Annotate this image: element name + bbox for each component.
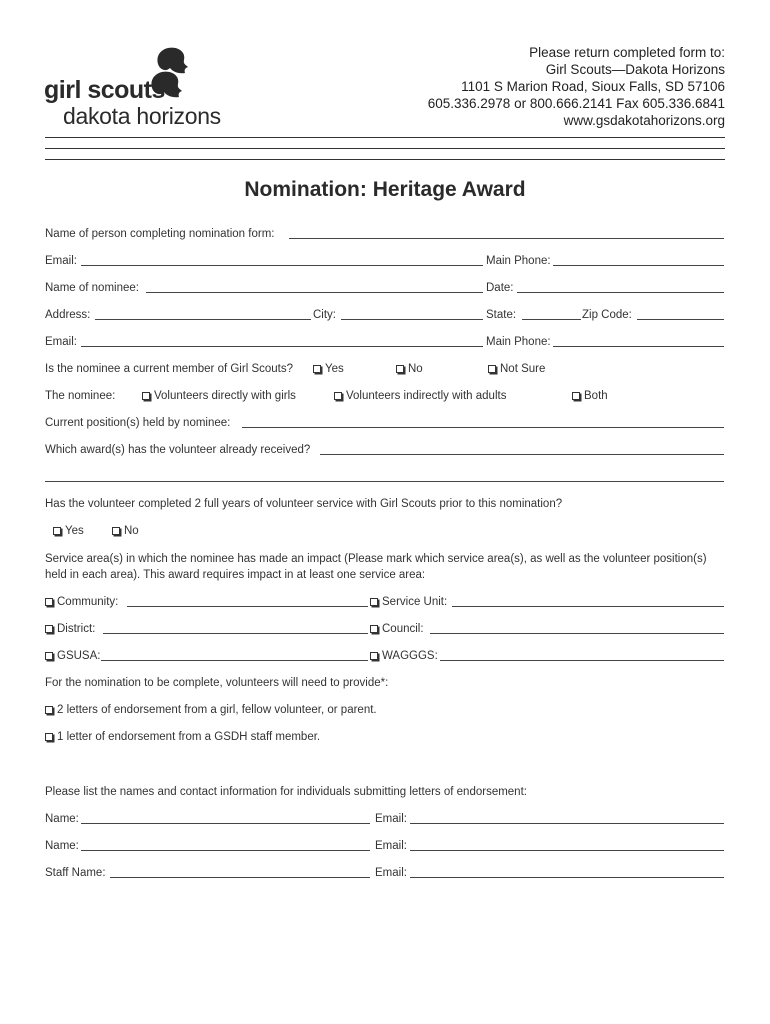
council-field[interactable]: [430, 633, 724, 634]
member-not-sure-option[interactable]: [488, 362, 545, 376]
endorser-name-label: Name:: [45, 813, 79, 825]
checkbox-icon[interactable]: [112, 527, 120, 535]
checkbox-icon[interactable]: [370, 625, 378, 633]
nominee-email-field[interactable]: [81, 346, 483, 347]
endorser-email-field[interactable]: [410, 850, 724, 851]
checkbox-icon[interactable]: [45, 652, 53, 660]
gsusa-field[interactable]: [101, 660, 368, 661]
checkbox-icon[interactable]: [370, 652, 378, 660]
return-address-line: 605.336.2978 or 800.666.2141 Fax 605.336.6841: [427, 96, 725, 111]
service-area-desc-line2: held in each area). This award requires impact in at least one service area:: [45, 569, 426, 581]
checkbox-icon[interactable]: [334, 392, 342, 400]
header-rule: [45, 159, 725, 160]
positions-label: Current position(s) held by nominee:: [45, 417, 231, 429]
return-address-line: Please return completed form to:: [529, 45, 725, 60]
service-yes-option[interactable]: [53, 524, 84, 538]
nominee-type-label: The nominee:: [45, 390, 116, 402]
zip-label: Zip Code:: [582, 309, 632, 321]
letters-2-option[interactable]: [45, 703, 377, 717]
list-intro: Please list the names and contact information for individuals submitting letters of endorsement:: [45, 786, 527, 798]
checkbox-icon[interactable]: [396, 365, 404, 373]
zip-field[interactable]: [637, 319, 724, 320]
email-label: Email:: [45, 255, 77, 267]
address-label: Address:: [45, 309, 91, 321]
city-field[interactable]: [341, 319, 483, 320]
provide-intro: For the nomination to be complete, volunteers will need to provide*:: [45, 677, 389, 689]
city-label: City:: [313, 309, 336, 321]
logo-line2: dakota horizons: [63, 103, 221, 129]
service-no-label: No: [124, 525, 139, 537]
checkbox-icon[interactable]: [488, 365, 496, 373]
vol-adults-label: Volunteers indirectly with adults: [346, 390, 507, 402]
gsusa-option[interactable]: [45, 649, 100, 663]
checkbox-icon[interactable]: [142, 392, 150, 400]
service-no-option[interactable]: [112, 524, 139, 538]
checkbox-icon[interactable]: [45, 733, 53, 741]
endorser-name-label: Name:: [45, 840, 79, 852]
letters-1-option[interactable]: [45, 730, 320, 744]
checkbox-icon[interactable]: [45, 706, 53, 714]
nominee-name-field[interactable]: [146, 292, 483, 293]
service-area-desc-line1: Service area(s) in which the nominee has made an impact (Please mark which service area(s), as well as the volunteer position(s): [45, 553, 707, 565]
logo-line1: girl scouts: [44, 76, 165, 104]
vol-girls-option[interactable]: [142, 389, 296, 403]
logo: [44, 44, 244, 134]
service-question: Has the volunteer completed 2 full years of volunteer service with Girl Scouts prior to this nomination?: [45, 498, 563, 510]
awards-field-extra[interactable]: [45, 481, 724, 482]
council-label: Council:: [382, 623, 424, 635]
email-field[interactable]: [81, 265, 483, 266]
awards-label: Which award(s) has the volunteer already received?: [45, 444, 311, 456]
date-label: Date:: [486, 282, 514, 294]
nominee-name-label: Name of nominee:: [45, 282, 139, 294]
staff-name-label: Staff Name:: [45, 867, 106, 879]
endorser-email-field[interactable]: [410, 823, 724, 824]
vol-adults-option[interactable]: [334, 389, 506, 403]
community-option[interactable]: [45, 595, 118, 609]
header-rule: [45, 148, 725, 149]
checkbox-icon[interactable]: [572, 392, 580, 400]
nominee-phone-label: Main Phone:: [486, 336, 551, 348]
service-yes-label: Yes: [65, 525, 84, 537]
nominee-phone-field[interactable]: [553, 346, 724, 347]
return-address-line: 1101 S Marion Road, Sioux Falls, SD 57106: [461, 79, 725, 94]
endorser-name-field[interactable]: [81, 823, 370, 824]
awards-field[interactable]: [320, 454, 724, 455]
wagggs-option[interactable]: [370, 649, 438, 663]
member-not-sure-label: Not Sure: [500, 363, 546, 375]
checkbox-icon[interactable]: [313, 365, 321, 373]
member-yes-label: Yes: [325, 363, 344, 375]
staff-email-field[interactable]: [410, 877, 724, 878]
member-yes-option[interactable]: [313, 362, 344, 376]
member-no-option[interactable]: [396, 362, 423, 376]
state-label: State:: [486, 309, 517, 321]
main-phone-label: Main Phone:: [486, 255, 551, 267]
service-unit-option[interactable]: [370, 595, 447, 609]
header-rule: [45, 137, 725, 138]
member-no-label: No: [408, 363, 423, 375]
letters-1-label: 1 letter of endorsement from a GSDH staff member.: [57, 731, 321, 743]
endorser-email-label: Email:: [375, 813, 407, 825]
council-option[interactable]: [370, 622, 424, 636]
wagggs-field[interactable]: [440, 660, 724, 661]
checkbox-icon[interactable]: [53, 527, 61, 535]
service-unit-label: Service Unit:: [382, 596, 448, 608]
address-field[interactable]: [95, 319, 311, 320]
positions-field[interactable]: [242, 427, 724, 428]
endorser-email-label: Email:: [375, 840, 407, 852]
return-address-line: Girl Scouts—Dakota Horizons: [545, 62, 725, 77]
completer-name-field[interactable]: [289, 238, 724, 239]
service-unit-field[interactable]: [452, 606, 724, 607]
district-field[interactable]: [103, 633, 368, 634]
community-field[interactable]: [127, 606, 368, 607]
page-title: Nomination: Heritage Award: [244, 178, 526, 201]
return-address: [365, 44, 725, 129]
district-option[interactable]: [45, 622, 95, 636]
main-phone-field[interactable]: [553, 265, 724, 266]
wagggs-label: WAGGGS:: [382, 650, 438, 662]
gsusa-label: GSUSA:: [57, 650, 101, 662]
website-link[interactable]: www.gsdakotahorizons.org: [563, 113, 725, 128]
date-field[interactable]: [517, 292, 724, 293]
staff-email-label: Email:: [375, 867, 407, 879]
district-label: District:: [57, 623, 96, 635]
community-label: Community:: [57, 596, 119, 608]
both-option[interactable]: [572, 389, 608, 403]
checkbox-icon[interactable]: [45, 598, 53, 606]
state-field[interactable]: [522, 319, 581, 320]
checkbox-icon[interactable]: [45, 625, 53, 633]
completer-name-label: Name of person completing nomination form:: [45, 228, 275, 240]
staff-name-field[interactable]: [110, 877, 370, 878]
checkbox-icon[interactable]: [370, 598, 378, 606]
nominee-email-label: Email:: [45, 336, 77, 348]
endorser-name-field[interactable]: [81, 850, 370, 851]
vol-girls-label: Volunteers directly with girls: [154, 390, 296, 402]
member-question: Is the nominee a current member of Girl Scouts?: [45, 363, 293, 375]
both-label: Both: [584, 390, 608, 402]
letters-2-label: 2 letters of endorsement from a girl, fellow volunteer, or parent.: [57, 704, 377, 716]
